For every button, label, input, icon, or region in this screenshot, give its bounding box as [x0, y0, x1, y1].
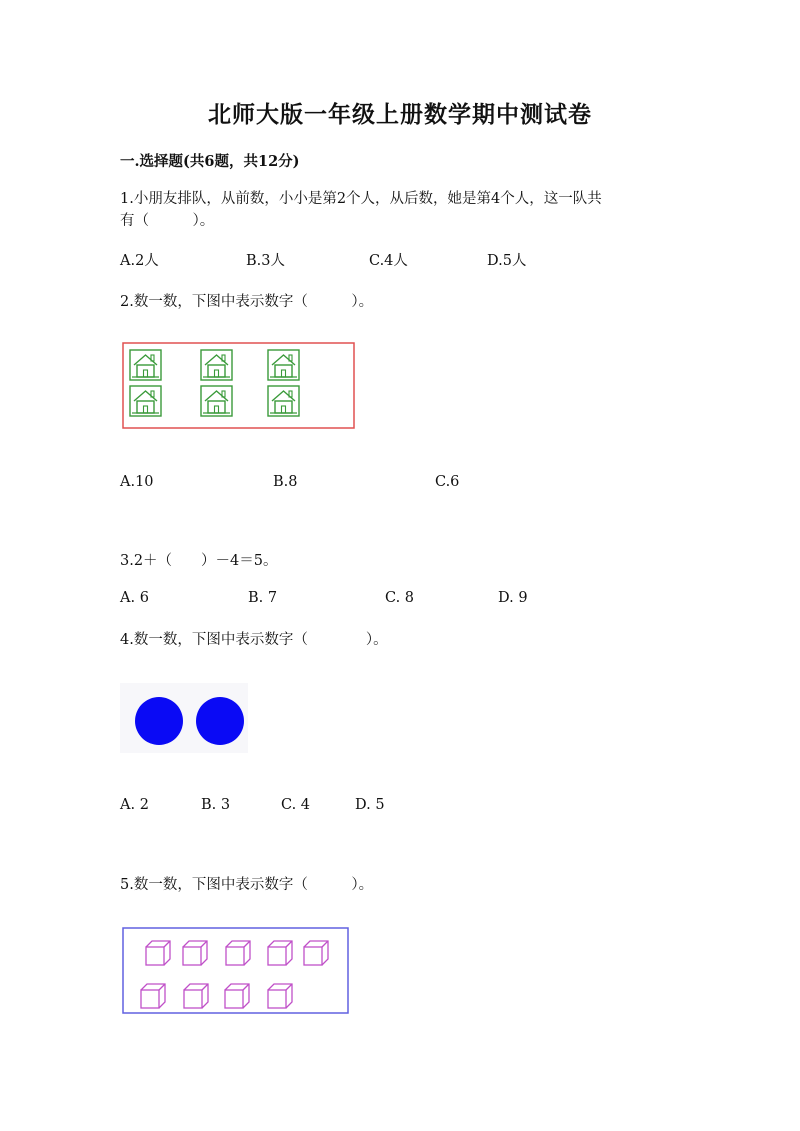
cube-icon: [304, 941, 328, 965]
circles-figure: [120, 683, 248, 753]
q2-option-c: C.6: [435, 474, 460, 490]
page-title: 北师大版一年级上册数学期中测试卷: [208, 101, 592, 128]
q1-option-a: A.2人: [120, 253, 159, 269]
house-icon: [268, 386, 299, 416]
q1-option-b: B.3人: [246, 253, 285, 269]
question-1-text: 1.小朋友排队，从前数，小小是第2个人，从后数，她是第4个人，这一队共: [120, 191, 602, 207]
cubes-figure: [122, 927, 350, 1015]
q4-option-d: D. 5: [355, 797, 385, 813]
q1-option-d: D.5人: [487, 253, 527, 269]
q3-option-a: A. 6: [120, 590, 149, 606]
house-icon: [201, 386, 232, 416]
cube-icon: [183, 941, 207, 965]
question-4-text: 4.数一数，下图中表示数字（ ）。: [120, 632, 388, 648]
house-icon: [268, 350, 299, 380]
q1-option-c: C.4人: [369, 253, 408, 269]
question-1-text-continued: 有（ ）。: [120, 213, 215, 229]
circle-icon: [135, 697, 183, 745]
house-icon: [130, 386, 161, 416]
cube-icon: [146, 941, 170, 965]
houses-figure: [122, 342, 356, 430]
q4-option-b: B. 3: [201, 797, 231, 813]
circle-icon: [196, 697, 244, 745]
question-3-text: 3.2＋（ ）－4＝5。: [120, 553, 278, 569]
q4-option-a: A. 2: [120, 797, 149, 813]
q3-option-d: D. 9: [498, 590, 528, 606]
cube-icon: [268, 984, 292, 1008]
q2-option-a: A.10: [120, 474, 154, 490]
section-heading: 一.选择题(共6题，共12分): [120, 153, 300, 170]
q2-option-b: B.8: [273, 474, 298, 490]
cube-icon: [184, 984, 208, 1008]
question-5-text: 5.数一数，下图中表示数字（ ）。: [120, 877, 374, 893]
cube-icon: [225, 984, 249, 1008]
house-icon: [130, 350, 161, 380]
house-icon: [201, 350, 232, 380]
cube-icon: [226, 941, 250, 965]
q3-option-c: C. 8: [385, 590, 415, 606]
cube-icon: [141, 984, 165, 1008]
q3-option-b: B. 7: [248, 590, 278, 606]
question-2-text: 2.数一数，下图中表示数字（ ）。: [120, 294, 374, 310]
cube-icon: [268, 941, 292, 965]
q4-option-c: C. 4: [281, 797, 311, 813]
